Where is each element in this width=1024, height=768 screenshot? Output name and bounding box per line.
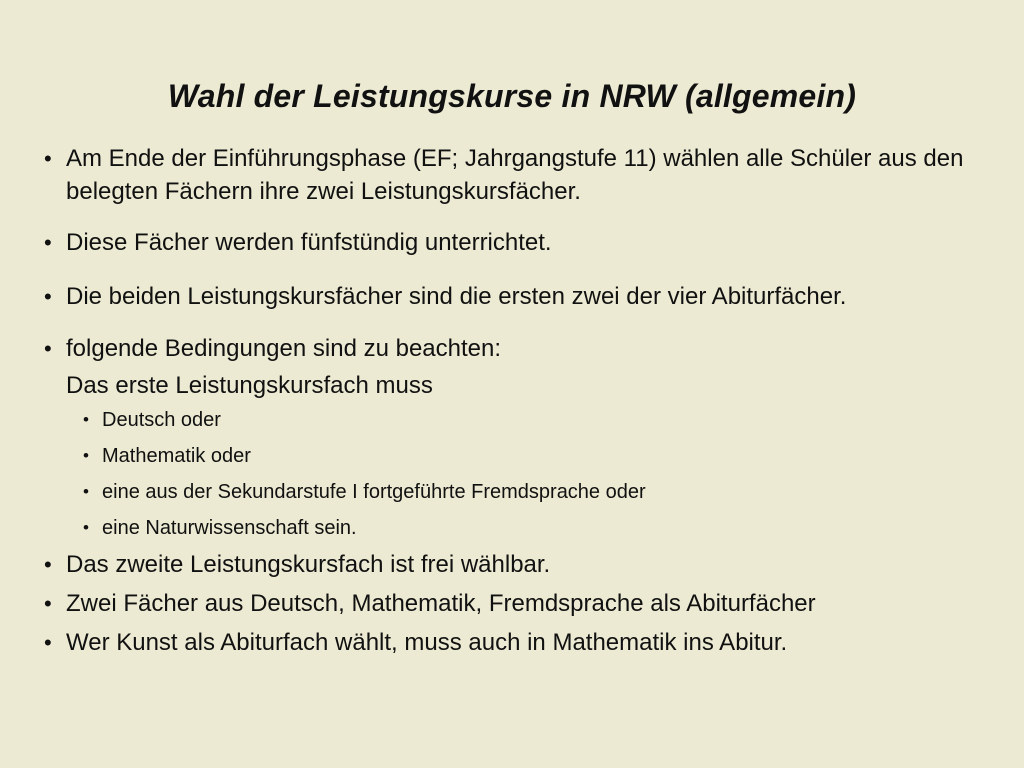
- bullet-text: Das zweite Leistungskursfach ist frei wählbar.: [66, 551, 551, 578]
- bullet-text: Wer Kunst als Abiturfach wählt, muss auch in Mathematik ins Abitur.: [66, 629, 788, 656]
- sub-bullet-dot: •: [83, 446, 89, 465]
- bullet-item: [44, 142, 1019, 208]
- slide-content: [44, 142, 1019, 659]
- bullet-dot: •: [44, 591, 52, 616]
- bullet-dot: •: [44, 552, 52, 577]
- sub-bullet-text: Mathematik oder: [102, 445, 251, 467]
- sub-bullet-dot: •: [83, 410, 89, 429]
- sub-bullet-dot: •: [83, 482, 89, 501]
- bullet-dot: •: [44, 630, 52, 655]
- intro-line: Das erste Leistungskursfach muss: [66, 372, 433, 399]
- sub-bullet-item: [44, 442, 1019, 470]
- sub-bullet-dot: •: [83, 518, 89, 537]
- bullet-item: [44, 626, 1019, 659]
- bullet-text: folgende Bedingungen sind zu beachten:: [66, 335, 502, 362]
- bullet-text: Am Ende der Einführungsphase (EF; Jahrgangstufe 11) wählen alle Schüler aus den belegten Fächern ihre zwei Leistungskursfächer.: [66, 145, 964, 205]
- sub-bullet-text: Deutsch oder: [102, 409, 221, 431]
- bullet-item: [44, 587, 1019, 620]
- bullet-item: [44, 226, 1019, 259]
- bullet-text: Die beiden Leistungskursfächer sind die ersten zwei der vier Abiturfächer.: [66, 283, 847, 310]
- sub-bullet-item: [44, 406, 1019, 434]
- bullet-text: Diese Fächer werden fünfstündig unterrichtet.: [66, 229, 552, 256]
- bullet-dot: •: [44, 230, 52, 255]
- bullet-dot: •: [44, 284, 52, 309]
- bullet-item: [44, 280, 1019, 313]
- sub-bullet-item: [44, 478, 1019, 506]
- bullet-text: Zwei Fächer aus Deutsch, Mathematik, Fremdsprache als Abiturfächer: [66, 590, 816, 617]
- bullet-item: [44, 548, 1019, 581]
- sub-bullet-text: eine Naturwissenschaft sein.: [102, 517, 357, 539]
- bullet-item: [44, 332, 1019, 365]
- slide-title: Wahl der Leistungskurse in NRW (allgemein): [167, 78, 857, 114]
- sub-bullet-text: eine aus der Sekundarstufe I fortgeführte Fremdsprache oder: [102, 481, 646, 503]
- bullet-dot: •: [44, 146, 52, 171]
- sub-bullet-item: [44, 514, 1019, 542]
- bullet-dot: •: [44, 336, 52, 361]
